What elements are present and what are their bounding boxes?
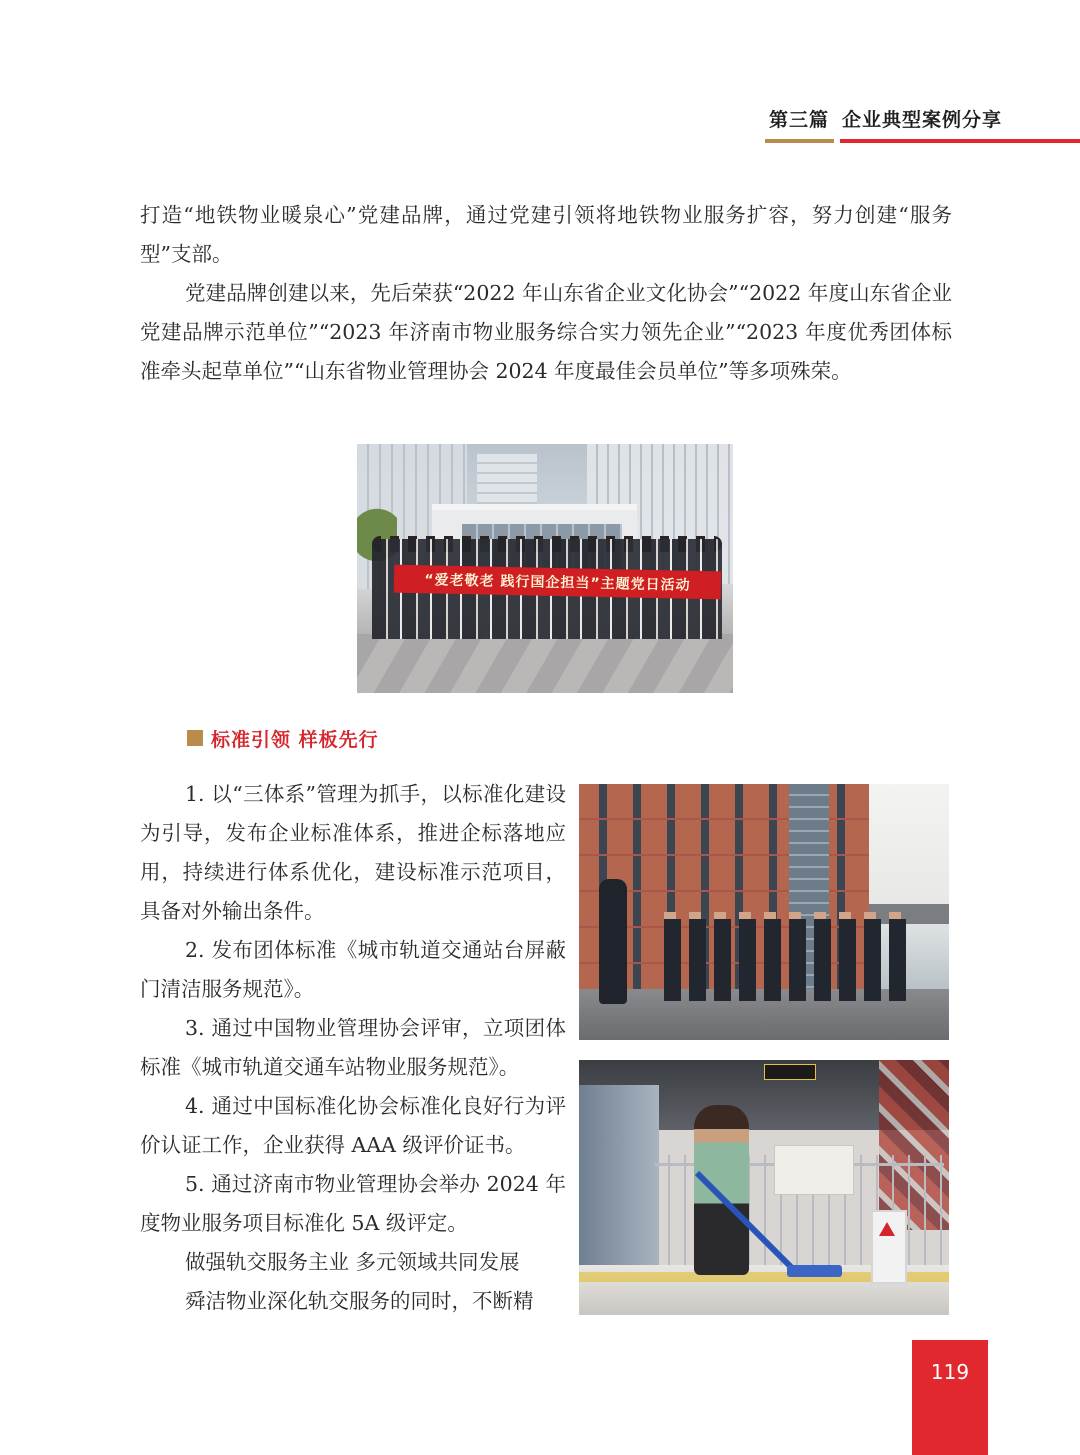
page-number-box (912, 1340, 988, 1455)
photo-exit-sign (764, 1064, 816, 1080)
header-accent-line-tan (765, 139, 834, 143)
header-chapter-title: 企业典型案例分享 (842, 109, 1003, 131)
page-header (765, 105, 1080, 145)
security-staff-photo (579, 784, 949, 1040)
standards-list (140, 775, 566, 1321)
group-activity-photo (357, 444, 733, 693)
section-heading (187, 724, 379, 752)
square-bullet-icon (187, 730, 203, 746)
list-item: 4. 通过中国标准化协会标准化良好行为评价认证工作，企业获得 AAA 级评价证书。 (140, 1094, 566, 1157)
photo-guard-row (664, 919, 909, 1001)
photo-mop-head (787, 1265, 842, 1277)
list-item: 舜洁物业深化轨交服务的同时，不断精 (185, 1289, 534, 1313)
warning-icon (879, 1222, 895, 1236)
cleaning-staff-photo (579, 1060, 949, 1315)
red-banner: “爱老敬老 践行国企担当”主题党日活动 (394, 565, 722, 600)
photo-cleaner (694, 1105, 749, 1275)
header-section-label: 第三篇 (769, 109, 830, 131)
list-item: 3. 通过中国物业管理协会评审，立项团体标准《城市轨道交通车站物业服务规范》。 (140, 1016, 566, 1079)
body-paragraph-1: 打造“地铁物业暖泉心”党建品牌，通过党建引领将地铁物业服务扩容，努力创建“服务型”支部。 (140, 203, 952, 266)
photo-ticket-gate (579, 1085, 659, 1285)
photo-ground (357, 634, 733, 693)
photo-poster-board (774, 1145, 854, 1195)
photo-guard-leader (599, 879, 627, 1004)
page-number: 119 (930, 1360, 970, 1384)
subheading-text: 做强轨交服务主业 多元领域共同发展 (185, 1250, 520, 1274)
section-heading-text: 标准引领 样板先行 (211, 728, 379, 751)
list-item: 1. 以“三体系”管理为抓手，以标准化建设为引导，发布企业标准体系，推进企标落地应用，持续进行体系优化，建设标准示范项目，具备对外输出条件。 (140, 782, 566, 923)
body-paragraph-2: 党建品牌创建以来，先后荣获“2022 年山东省企业文化协会”“2022 年度山东省企业党建品牌示范单位”“2023 年济南市物业服务综合实力领先企业”“2023 年度优秀团体标准牵头起草单位”“山东省物业管理协会 2024 年度最佳会员单位”等多项殊荣。 (140, 281, 952, 383)
list-item: 2. 发布团体标准《城市轨道交通站台屏蔽门清洁服务规范》。 (140, 938, 566, 1001)
list-item: 5. 通过济南市物业管理协会举办 2024 年度物业服务项目标准化 5A 级评定。 (140, 1172, 566, 1235)
header-accent-line-red (840, 139, 1080, 143)
